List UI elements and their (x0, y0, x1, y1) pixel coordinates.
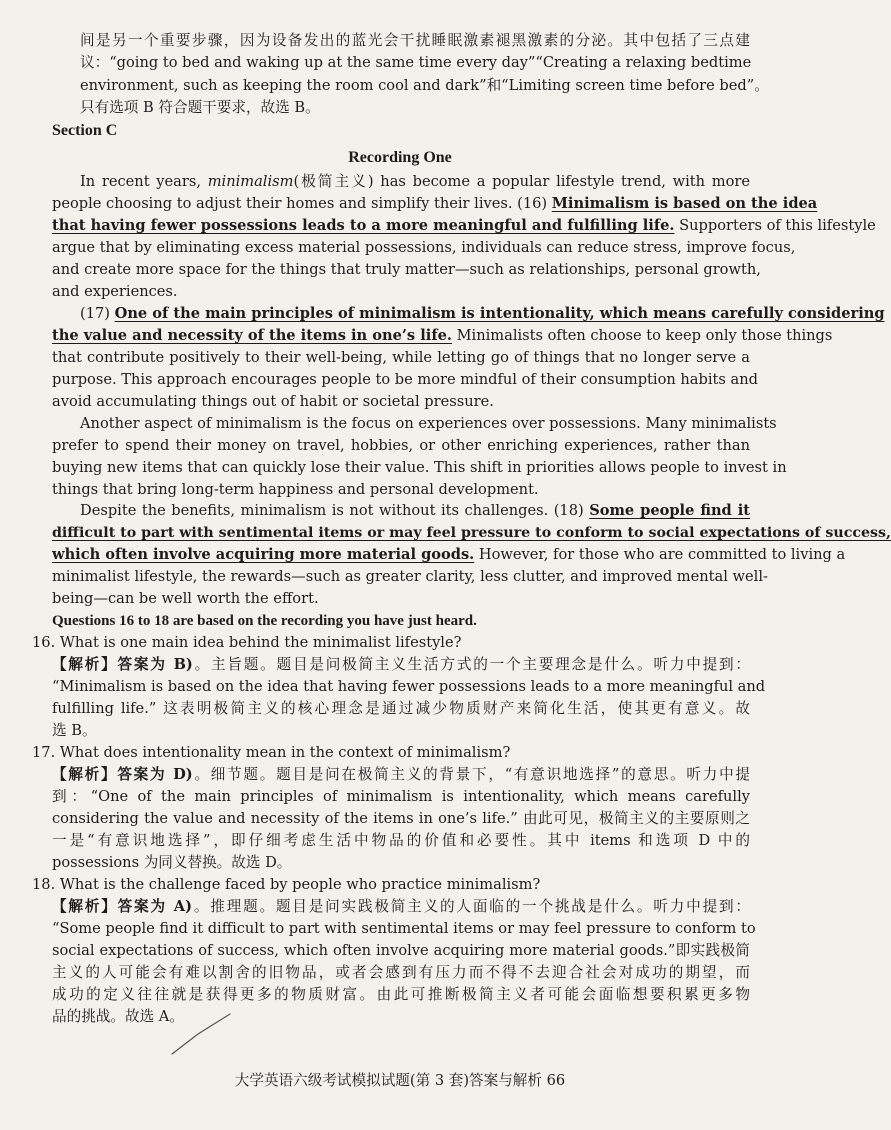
passage-line: In recent years, minimalism(极简主义) has become a popular lifestyle trend, with more (80, 173, 751, 190)
passage-line: purpose. This approach encourages people to be more mindful of their consumption habits and (52, 371, 758, 388)
question-16: 16. What is one main idea behind the minimalist lifestyle? (32, 634, 462, 651)
analysis-line: possessions 为同义替换。故选 D。 (52, 854, 292, 871)
passage-line: buying new items that can quickly lose their value. This shift in priorities allows people to invest in (52, 459, 787, 476)
section-heading: Section C (52, 122, 118, 139)
analysis-line: 成功的定义往往就是获得更多的物质财富。由此可推断极简主义者可能会面临想要积累更多物 (52, 986, 750, 1003)
passage-line: that having fewer possessions leads to a more meaningful and fulfilling life. Supporters of this lifestyle (52, 217, 876, 234)
answer-underline-17: One of the main principles of minimalism is intentionality, which means carefully considering (114, 305, 885, 322)
question-18: 18. What is the challenge faced by people who practice minimalism? (32, 876, 541, 893)
passage-line: avoid accumulating things out of habit or societal pressure. (52, 393, 494, 410)
analysis-line: 一是“有意识地选择”，即仔细考虑生活中物品的价值和必要性。其中 items 和选项 D 中的 (52, 832, 750, 849)
passage-line: that contribute positively to their well-being, while letting go of things that no longer serve a (52, 349, 750, 366)
passage-line: which often involve acquiring more material goods. However, for those who are committed to living a (52, 546, 846, 563)
passage-line: (17) One of the main principles of minimalism is intentionality, which means carefully considering (80, 305, 885, 322)
text-line: 间是另一个重要步骤，因为设备发出的蓝光会干扰睡眠激素褪黑激素的分泌。其中包括了三点建 (80, 32, 750, 49)
passage-line: and create more space for the things that truly matter—such as relationships, personal growth, (52, 261, 761, 278)
analysis-line: 【解析】答案为 B)。主旨题。题目是问极简主义生活方式的一个主要理念是什么。听力中提到： (52, 656, 750, 673)
passage-line: Despite the benefits, minimalism is not without its challenges. (18) Some people find it (80, 502, 750, 519)
answer-underline-18: Some people find it (589, 502, 750, 519)
passage-line: and experiences. (52, 283, 178, 300)
analysis-line: 【解析】答案为 D)。细节题。题目是问在极简主义的背景下，“有意识地选择”的意思。听力中提 (52, 766, 750, 783)
analysis-line: 品的挑战。故选 A。 (52, 1008, 184, 1025)
answer-underline-18: difficult to part with sentimental items or may feel pressure to conform to social expectations of success, (52, 525, 891, 541)
analysis-line: fulfilling life.” 这表明极简主义的核心理念是通过减少物质财产来简化生活，使其更有意义。故 (52, 700, 750, 717)
text-line: 只有选项 B 符合题干要求，故选 B。 (80, 99, 320, 116)
analysis-line: 【解析】答案为 A)。推理题。题目是问实践极简主义的人面临的一个挑战是什么。听力中提到： (52, 898, 750, 915)
passage-line: things that bring long-term happiness and personal development. (52, 481, 539, 498)
page-footer: 大学英语六级考试模拟试题(第 3 套)答案与解析 66 (234, 1072, 566, 1089)
passage-line (52, 523, 891, 543)
questions-intro: Questions 16 to 18 are based on the recording you have just heard. (52, 613, 477, 629)
passage-line: being—can be well worth the effort. (52, 590, 319, 607)
question-17: 17. What does intentionality mean in the context of minimalism? (32, 744, 511, 761)
analysis-line: considering the value and necessity of the items in one’s life.” 由此可见，极简主义的主要原则之 (52, 810, 750, 827)
passage-line: minimalist lifestyle, the rewards—such as greater clarity, less clutter, and improved mental well- (52, 568, 768, 585)
passage-line: argue that by eliminating excess material possessions, individuals can reduce stress, improve focus, (52, 239, 796, 256)
analysis-line: 到：“One of the main principles of minimalism is intentionality, which means carefully (52, 788, 750, 805)
analysis-tag: 【解析】答案为 D) (52, 766, 193, 783)
passage-line: prefer to spend their money on travel, hobbies, or other enriching experiences, rather than (52, 437, 750, 454)
analysis-line: “Some people find it difficult to part with sentimental items or may feel pressure to conform to (52, 920, 756, 937)
pen-stroke-mark (168, 1010, 238, 1060)
passage-line: Another aspect of minimalism is the focus on experiences over possessions. Many minimalists (80, 415, 777, 432)
analysis-tag: 【解析】答案为 B) (52, 656, 193, 673)
answer-underline-18: which often involve acquiring more material goods. (52, 546, 475, 563)
analysis-tag: 【解析】答案为 A) (52, 898, 193, 915)
analysis-line: “Minimalism is based on the idea that having fewer possessions leads to a more meaningful and (52, 678, 766, 695)
recording-title: Recording One (348, 149, 452, 166)
analysis-line: 主义的人可能会有难以割舍的旧物品，或者会感到有压力而不得不去迎合社会对成功的期望，而 (52, 964, 750, 981)
italic-term: minimalism (207, 173, 294, 190)
text-line: environment, such as keeping the room cool and dark”和“Limiting screen time before bed”。 (80, 77, 769, 94)
passage-line: people choosing to adjust their homes and simplify their lives. (16) Minimalism is based on the idea (52, 195, 818, 212)
text-line: 议：“going to bed and waking up at the same time every day”“Creating a relaxing bedtime (80, 54, 752, 71)
passage-line: the value and necessity of the items in one’s life. Minimalists often choose to keep only those things (52, 327, 833, 344)
answer-underline-16: that having fewer possessions leads to a more meaningful and fulfilling life. (52, 217, 675, 234)
analysis-line: social expectations of success, which often involve acquiring more material goods.”即实践极简 (52, 942, 750, 959)
analysis-line: 选 B。 (52, 722, 97, 739)
answer-underline-16: Minimalism is based on the idea (551, 195, 818, 212)
answer-underline-17: the value and necessity of the items in one’s life. (52, 327, 452, 344)
